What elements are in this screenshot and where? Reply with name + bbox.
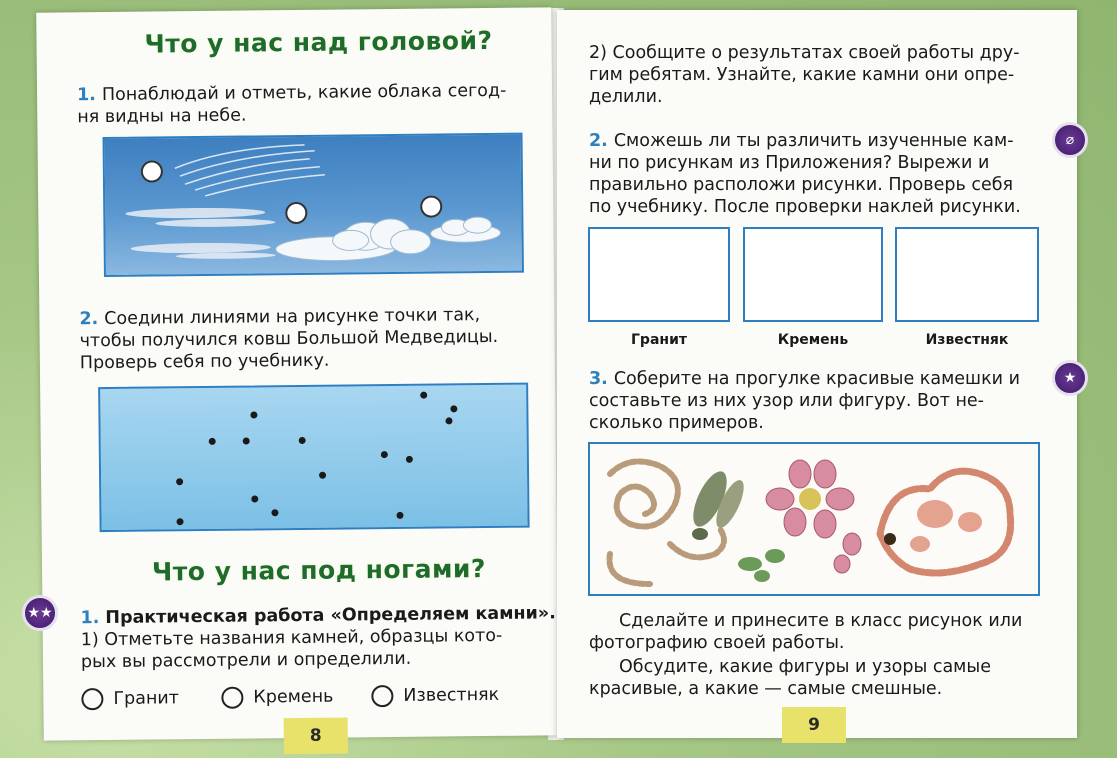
sticker-box-granite[interactable] bbox=[588, 227, 730, 322]
bottom-line3: Обсудите, какие фигуры и узоры самые bbox=[619, 657, 991, 677]
task3-line1 bbox=[589, 368, 1020, 390]
task3-text: Соберите на прогулке красивые камешки и bbox=[613, 369, 1020, 389]
star-dot[interactable] bbox=[251, 495, 258, 502]
cloud-marker-circle[interactable] bbox=[285, 202, 307, 224]
clouds-illustration bbox=[105, 135, 522, 275]
task2-line3-right: правильно расположи рисунки. Проверь себя bbox=[589, 175, 1014, 195]
box-label-limestone: Известняк bbox=[925, 332, 1009, 348]
radio-circle[interactable] bbox=[81, 688, 103, 710]
star-dot[interactable] bbox=[420, 392, 427, 399]
star-dot[interactable] bbox=[243, 438, 250, 445]
option-granite[interactable] bbox=[81, 687, 179, 710]
option-limestone[interactable] bbox=[371, 684, 499, 707]
task2-number: 2. bbox=[79, 309, 99, 330]
work-title: Практическая работа «Определяем камни». bbox=[105, 603, 556, 629]
cloud-marker-circle[interactable] bbox=[420, 195, 442, 217]
pebble-examples-picture bbox=[588, 442, 1040, 596]
star-dot[interactable] bbox=[319, 472, 326, 479]
bottom-line2: фотографию своей работы. bbox=[589, 633, 845, 653]
task3-line2: составьте из них узор или фигуру. Вот не- bbox=[589, 391, 984, 411]
star-dot[interactable] bbox=[381, 451, 388, 458]
task2-line2-right: ни по рисункам из Приложения? Вырежи и bbox=[589, 153, 990, 173]
page-number-left: 8 bbox=[284, 717, 348, 754]
star-dot[interactable] bbox=[450, 405, 457, 412]
step2-line1: 2) Сообщите о результатах своей работы дру- bbox=[589, 43, 1020, 63]
step2-line2: гим ребятам. Узнайте, какие камни они опре- bbox=[589, 65, 1015, 85]
pebble-patterns-illustration bbox=[590, 444, 1038, 594]
task2-line3: Проверь себя по учебнику. bbox=[79, 350, 330, 374]
star-badge-icon: ★ bbox=[1052, 360, 1088, 396]
star-dot[interactable] bbox=[406, 456, 413, 463]
page-number-right: 9 bbox=[782, 707, 846, 743]
work-number: 1. bbox=[80, 608, 100, 629]
star-dot[interactable] bbox=[396, 512, 403, 519]
heading-sky: Что у нас над головой? bbox=[144, 25, 493, 59]
task2-number-right: 2. bbox=[589, 131, 608, 151]
task3-number: 3. bbox=[589, 369, 608, 389]
task1-line1 bbox=[77, 80, 507, 106]
stars-badge-icon: ★★ bbox=[22, 595, 58, 631]
option-flint[interactable] bbox=[221, 686, 333, 709]
option-label: Известняк bbox=[403, 684, 500, 706]
work-line1: 1) Отметьте названия камней, образцы кото- bbox=[80, 625, 503, 651]
radio-circle[interactable] bbox=[221, 687, 243, 709]
sky-picture bbox=[103, 133, 524, 277]
task1-line2: ня видны на небе. bbox=[77, 105, 247, 128]
option-label: Кремень bbox=[253, 686, 334, 708]
task3-line3: сколько примеров. bbox=[589, 413, 764, 433]
task2-text: Соедини линиями на рисунке точки так, bbox=[104, 305, 481, 330]
sticker-box-limestone[interactable] bbox=[895, 227, 1039, 322]
bottom-line4: красивые, а какие — самые смешные. bbox=[589, 679, 943, 699]
option-label: Гранит bbox=[113, 688, 180, 709]
task2-line1-right bbox=[589, 130, 1014, 152]
paperclip-badge-icon: ⌀ bbox=[1052, 122, 1088, 158]
box-label-flint: Кремень bbox=[777, 332, 849, 348]
star-dot[interactable] bbox=[250, 411, 257, 418]
task1-number: 1. bbox=[76, 85, 97, 106]
radio-circle[interactable] bbox=[371, 685, 393, 707]
right-page bbox=[557, 10, 1077, 738]
sticker-box-flint[interactable] bbox=[743, 227, 883, 322]
star-dot[interactable] bbox=[209, 438, 216, 445]
step2-line3: делили. bbox=[589, 87, 663, 107]
bottom-line1: Сделайте и принесите в класс рисунок или bbox=[619, 611, 1023, 631]
task2-text-right: Сможешь ли ты различить изученные кам- bbox=[613, 131, 1014, 151]
stars-picture bbox=[98, 383, 529, 532]
task2-line4-right: по учебнику. После проверки наклей рисунки. bbox=[589, 197, 1021, 217]
task2-line2: чтобы получился ковш Большой Медведицы. bbox=[79, 326, 499, 352]
left-page bbox=[36, 7, 559, 746]
task1-text: Понаблюдай и отметь, какие облака сегод- bbox=[101, 80, 507, 106]
star-dot[interactable] bbox=[176, 478, 183, 485]
box-label-granite: Гранит bbox=[631, 332, 687, 348]
heading-ground: Что у нас под ногами? bbox=[151, 554, 487, 587]
star-dot[interactable] bbox=[299, 437, 306, 444]
star-dot[interactable] bbox=[271, 509, 278, 516]
cloud-marker-circle[interactable] bbox=[141, 160, 163, 182]
star-dot[interactable] bbox=[445, 417, 452, 424]
work-line2: рых вы рассмотрели и определили. bbox=[80, 648, 412, 673]
star-dot[interactable] bbox=[177, 518, 184, 525]
